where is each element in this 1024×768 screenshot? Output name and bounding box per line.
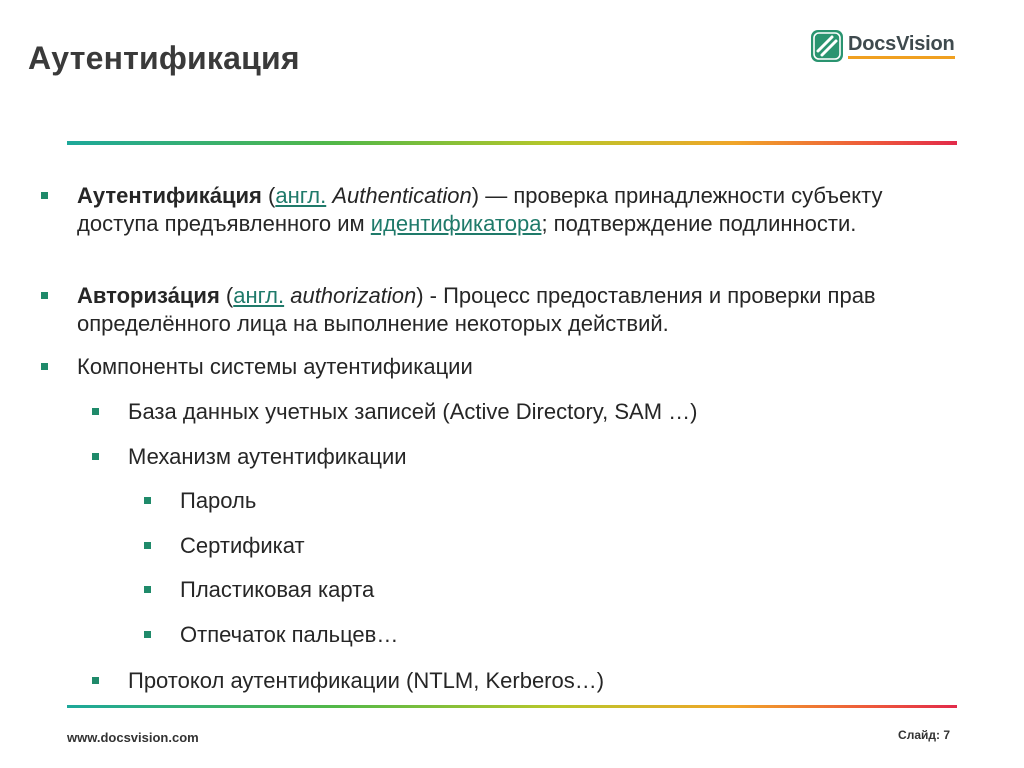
bullet-plastic-card (180, 576, 940, 604)
bullet-marker (41, 192, 48, 199)
bullet-text: Отпечаток пальцев… (180, 622, 399, 647)
text-fragment: ( (219, 283, 234, 308)
slide-number: Слайд: 7 (898, 728, 950, 742)
logo-text: DocsVision (848, 33, 955, 59)
bullet-text: База данных учетных записей (Active Directory, SAM …) (128, 399, 698, 424)
text-fragment: ; подтверждение подлинности. (541, 211, 857, 236)
english-term: authorization (284, 283, 417, 308)
bullet-fingerprint (180, 621, 940, 649)
bullet-authentication (77, 182, 947, 238)
link-identifier[interactable]: идентификатора (370, 211, 542, 236)
term-authorization: Авториза́ция (77, 283, 220, 308)
bottom-gradient-rule (67, 705, 957, 708)
text-fragment: ( (261, 183, 276, 208)
bullet-auth-mechanism (128, 443, 948, 471)
bullet-text: Пароль (180, 488, 257, 513)
english-term: Authentication (326, 183, 472, 208)
text-fragment: ) — проверка принадлежности субъекту доступа предъявленного им (77, 183, 883, 236)
bullet-marker (144, 497, 151, 504)
footer-website-link[interactable]: www.docsvision.com (67, 730, 199, 745)
link-engl[interactable]: англ. (275, 183, 327, 208)
bullet-text: Протокол аутентификации (NTLM, Kerberos…) (128, 668, 605, 693)
bullet-text: Пластиковая карта (180, 577, 375, 602)
bullet-text: Компоненты системы аутентификации (77, 354, 473, 379)
link-engl[interactable]: англ. (233, 283, 285, 308)
bullet-marker (92, 408, 99, 415)
text-fragment: ) - Процесс предоставления и проверки прав определённого лица на выполнение некоторых действий. (77, 283, 876, 336)
bullet-password (180, 487, 940, 515)
bullet-authorization (77, 282, 947, 338)
bullet-marker (41, 363, 48, 370)
bullet-marker (92, 677, 99, 684)
bullet-marker (41, 292, 48, 299)
bullet-auth-protocol (128, 667, 948, 695)
slide-title: Аутентификация (28, 40, 300, 76)
term-authentication: Аутентифика́ция (77, 183, 262, 208)
bullet-certificate (180, 532, 940, 560)
bullet-account-db (128, 398, 948, 426)
bullet-marker (92, 453, 99, 460)
bullet-marker (144, 631, 151, 638)
bullet-text: Механизм аутентификации (128, 444, 407, 469)
bullet-text: Сертификат (180, 533, 305, 558)
bullet-marker (144, 586, 151, 593)
bullet-components (77, 353, 947, 381)
bullet-marker (144, 542, 151, 549)
